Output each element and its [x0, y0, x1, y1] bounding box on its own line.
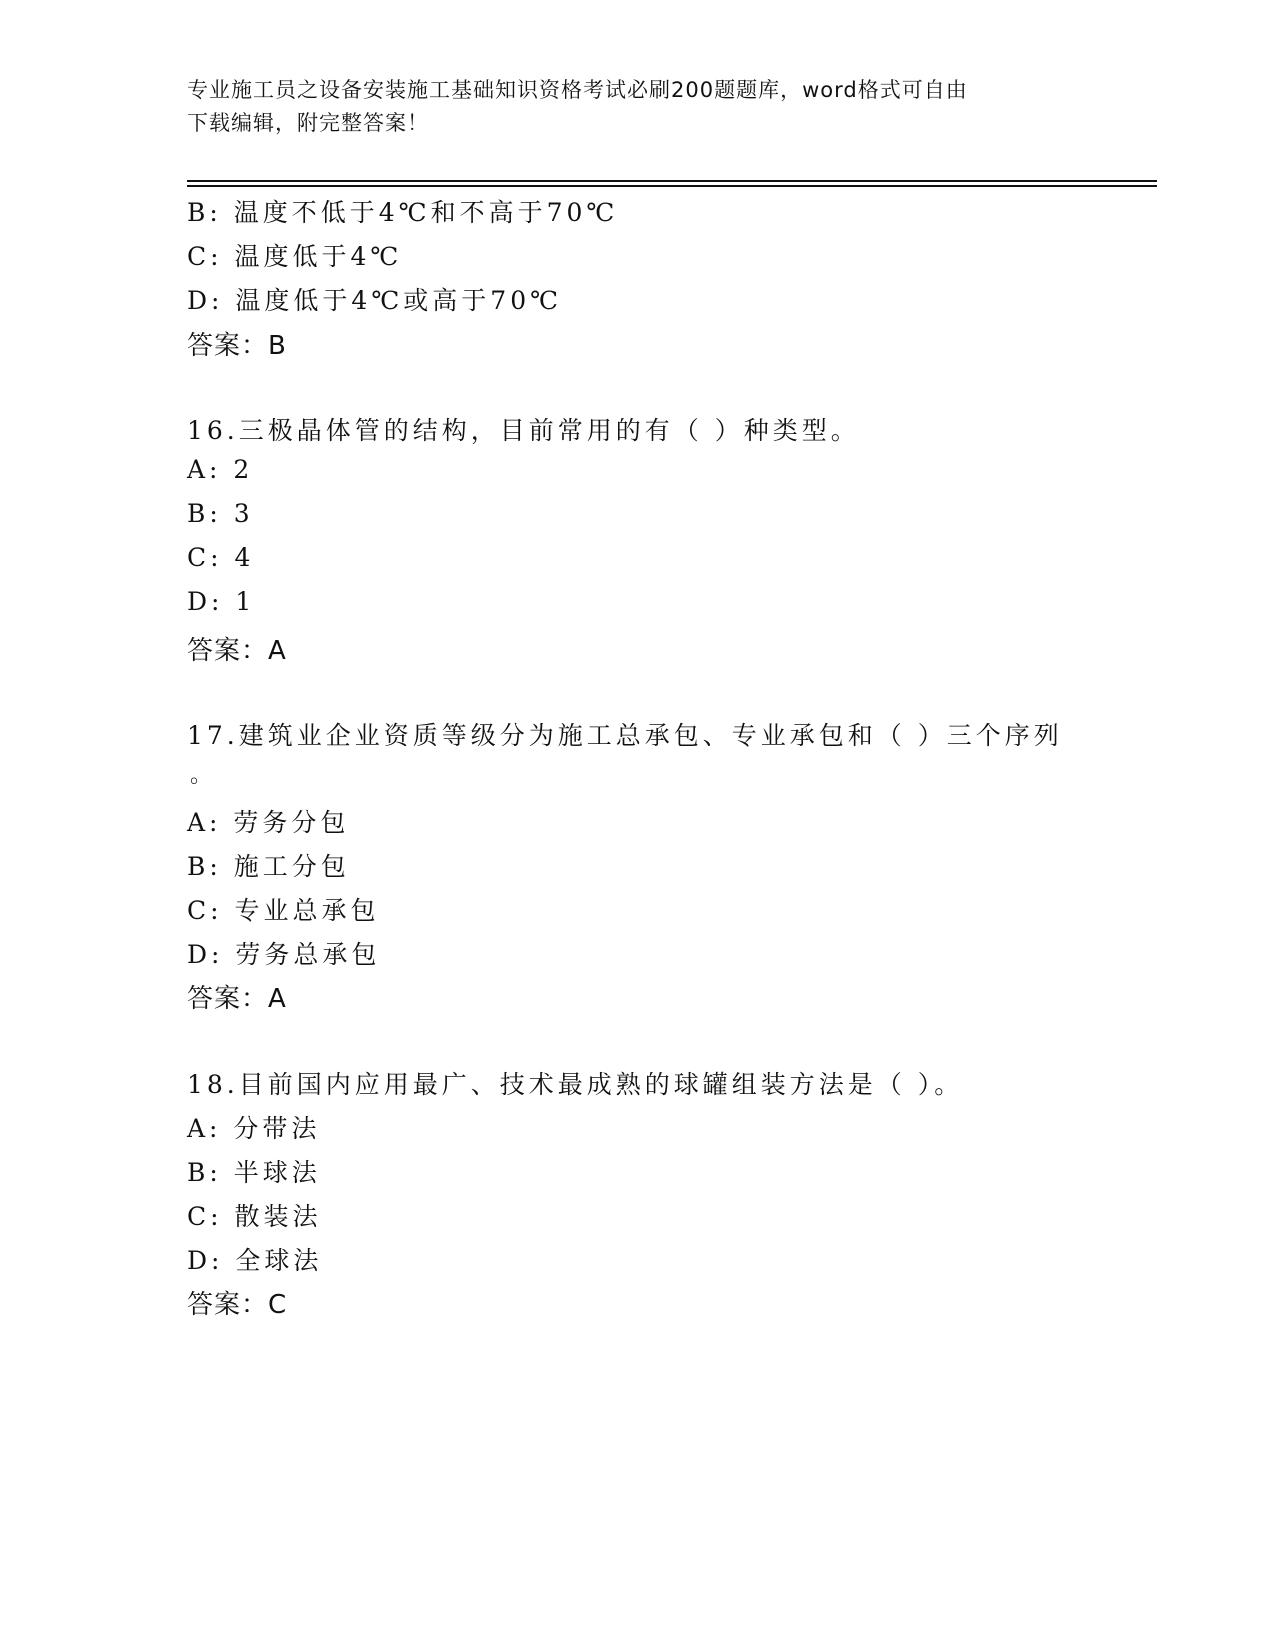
- q16-option-d: D: 1: [187, 587, 256, 616]
- q18-option-c: C: 散装法: [187, 1202, 322, 1231]
- q17-question: 17.建筑业企业资质等级分为施工总承包、专业承包和（ ）三个序列: [187, 721, 1063, 750]
- q18-option-a: A: 分带法: [187, 1114, 321, 1143]
- q17-option-b: B: 施工分包: [187, 852, 350, 881]
- q18-option-d: D: 全球法: [187, 1246, 323, 1275]
- q16-option-c: C: 4: [187, 543, 255, 572]
- q15-option-c: C: 温度低于4℃: [187, 242, 403, 271]
- q17-option-c: C: 专业总承包: [187, 896, 380, 925]
- q15-option-d: D: 温度低于4℃或高于70℃: [187, 286, 563, 315]
- header-divider-top: [187, 180, 1157, 182]
- q16-option-b: B: 3: [187, 499, 254, 528]
- q18-option-b: B: 半球法: [187, 1158, 321, 1187]
- q15-option-b: B: 温度不低于4℃和不高于70℃: [187, 198, 619, 227]
- header-divider-bottom: [187, 185, 1157, 187]
- q17-option-a: A: 劳务分包: [187, 808, 350, 837]
- q17-answer: 答案：A: [187, 984, 287, 1014]
- q16-answer: 答案：A: [187, 636, 287, 666]
- q16-question: 16.三极晶体管的结构，目前常用的有（ ）种类型。: [187, 416, 860, 445]
- q15-answer: 答案：B: [187, 331, 287, 361]
- q17-question-wrap: 。: [190, 763, 213, 788]
- q16-option-a: A: 2: [187, 455, 254, 484]
- header-title-line-2: 下载编辑，附完整答案！: [187, 111, 429, 135]
- q17-option-d: D: 劳务总承包: [187, 940, 381, 969]
- q18-answer: 答案：C: [187, 1290, 288, 1320]
- q18-question: 18.目前国内应用最广、技术最成熟的球罐组装方法是（ ）。: [187, 1070, 964, 1099]
- header-title-line-1: 专业施工员之设备安装施工基础知识资格考试必刷200题题库，word格式可自由: [187, 78, 968, 102]
- document-header: [187, 74, 1067, 140]
